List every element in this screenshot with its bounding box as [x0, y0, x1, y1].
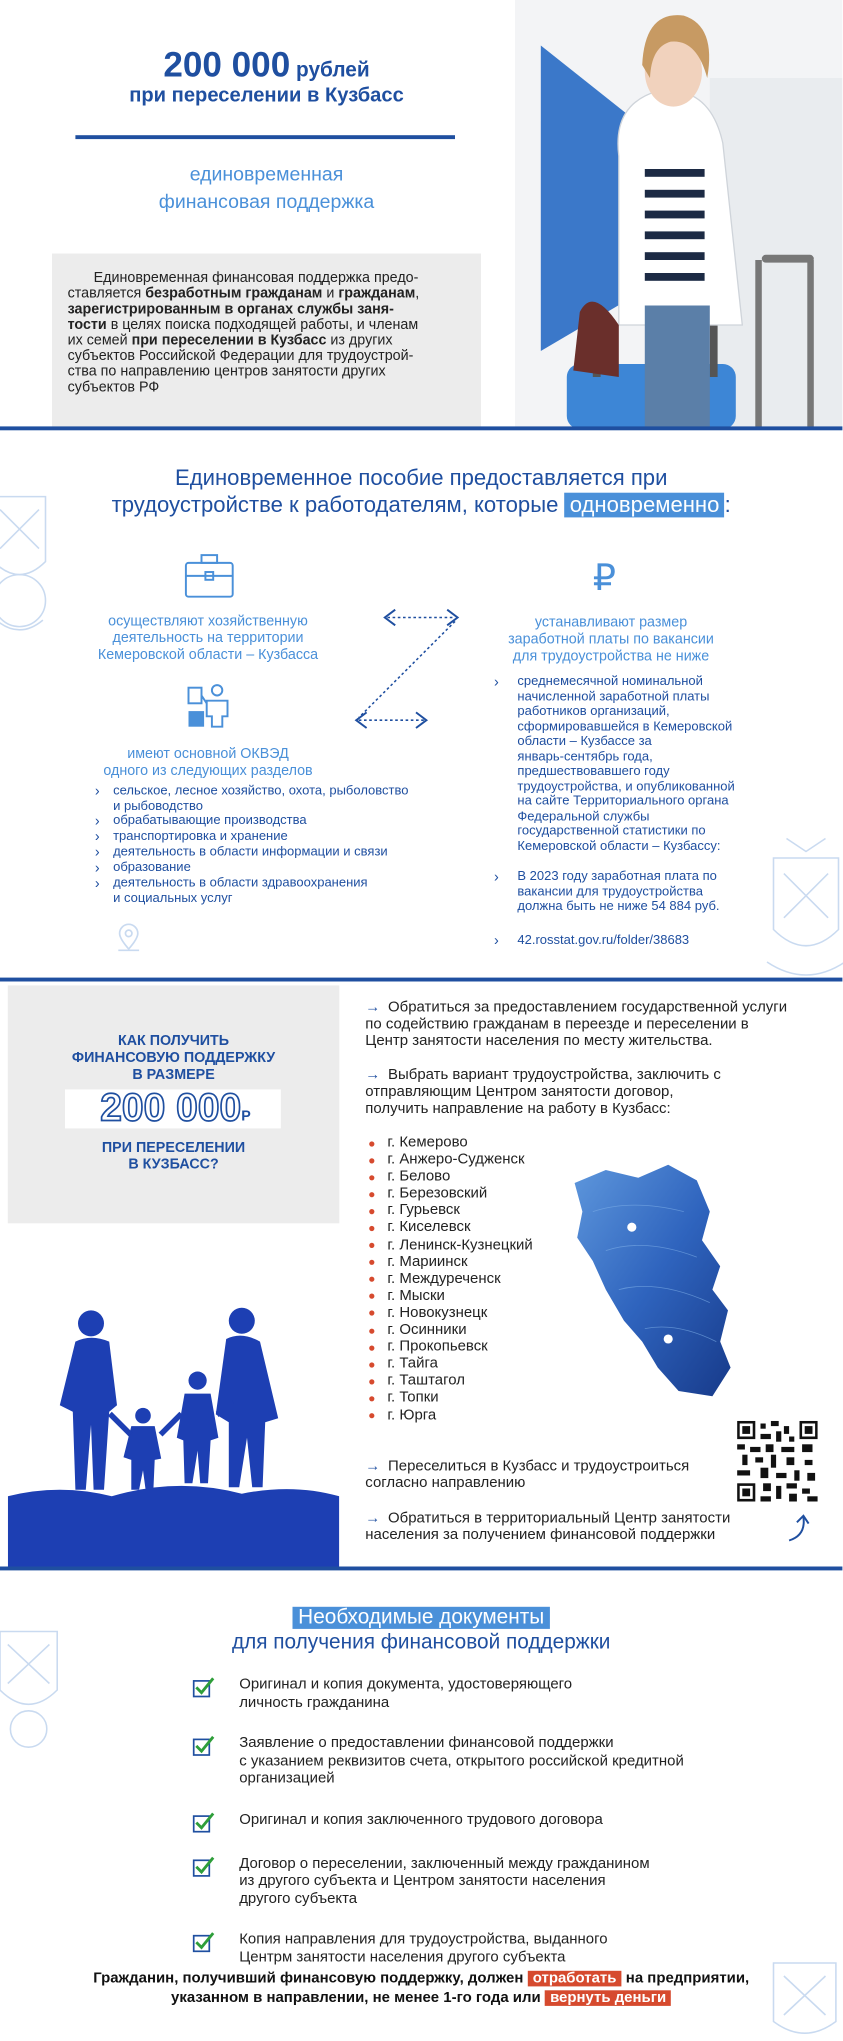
employer-activity	[52, 614, 364, 665]
city-item: г. Юрга	[369, 1407, 577, 1424]
amount-unit: рублей	[296, 60, 370, 82]
list-item: › обрабатывающие производства	[95, 814, 446, 830]
bullet-icon	[369, 1141, 374, 1146]
section-divider	[0, 1567, 842, 1571]
document-item: Копия направления для трудоустройства, выданного Центрм занятости населения другого субъекта	[192, 1932, 764, 1967]
bullet-icon	[369, 1328, 374, 1333]
worker-icon	[186, 683, 233, 730]
section2-title-line1: Единовременное пособие предоставляется при	[52, 464, 790, 491]
arrow-icon: →	[365, 1000, 380, 1016]
intro-line: их семей при переселении в Кузбасс из других	[68, 333, 461, 349]
title-divider	[75, 135, 455, 139]
text-line: одного из следующих разделов	[52, 763, 364, 780]
city-item: г. Прокопьевск	[369, 1339, 577, 1356]
list-item: › деятельность в области здравоохранения и социальных услуг	[95, 877, 446, 907]
text-line: В КУЗБАСС?	[8, 1157, 340, 1174]
intro-line: ства по направлению центров занятости других	[68, 364, 461, 380]
arrow-icon: ›	[95, 814, 113, 830]
text-line: ПРИ ПЕРЕСЕЛЕНИИ	[8, 1140, 340, 1157]
docs-title-highlight: Необходимые документы	[293, 1607, 549, 1629]
docs-title-line2: для получения финансовой поддержки	[52, 1630, 790, 1655]
hero-title	[78, 46, 455, 85]
docs-title	[52, 1606, 790, 1655]
section2-title-line2: трудоустройстве к работодателям, которые одновременно :	[52, 491, 790, 518]
hero-photo	[515, 0, 843, 429]
arrow-icon: ›	[95, 784, 113, 800]
city-item: г. Мариинск	[369, 1254, 577, 1271]
city-item: г. Топки	[369, 1390, 577, 1407]
list-item: › сельское, лесное хозяйство, охота, рыболовство и рыбоводство	[95, 784, 446, 814]
checkbox-checked-icon	[192, 1677, 215, 1698]
city-item: г. Анжеро-Судженск	[369, 1152, 577, 1169]
step-1: → Обратиться за предоставлением государственной услуги по содействию гражданам в переезде и переселении в Центр занятости населения по месту жительства.	[365, 1000, 812, 1051]
city-item: г. Кемерово	[369, 1135, 577, 1152]
bullet-icon	[369, 1413, 374, 1418]
how-title-2	[8, 1140, 340, 1174]
arrow-icon: ›	[95, 846, 113, 862]
arrow-icon: ›	[95, 877, 113, 893]
arrow-icon: →	[365, 1459, 380, 1475]
connector-arrows	[348, 606, 468, 731]
docs-list	[192, 1677, 764, 1967]
bullet-icon	[369, 1158, 374, 1163]
list-item: › деятельность в области информации и связи	[95, 846, 446, 862]
text-line: имеют основной ОКВЭД	[52, 746, 364, 763]
city-list	[369, 1135, 577, 1424]
intro-line: субъектов РФ	[68, 380, 461, 396]
checkbox-checked-icon	[192, 1932, 215, 1953]
text-line: устанавливают размер	[468, 615, 754, 632]
list-item: › транспортировка и хранение	[95, 830, 446, 846]
highlight-work-off: отработать	[528, 1971, 622, 1987]
city-item: г. Гурьевск	[369, 1203, 577, 1220]
okved-list	[95, 784, 446, 907]
highlight-simultaneously: одновременно	[565, 493, 725, 518]
city-item: г. Березовский	[369, 1186, 577, 1203]
arrow-icon: ›	[494, 675, 517, 691]
amount: 200 000	[163, 46, 290, 85]
city-item: г. Белово	[369, 1169, 577, 1186]
salary-list	[494, 675, 793, 949]
kicker	[78, 161, 455, 216]
text-line: КАК ПОЛУЧИТЬ	[8, 1034, 340, 1051]
step-4: → Обратиться в территориальный Центр занятости населения за получением финансовой поддержки	[365, 1511, 781, 1545]
checkbox-checked-icon	[192, 1856, 215, 1877]
bullet-icon	[369, 1294, 374, 1299]
how-amount	[65, 1087, 286, 1139]
salary-heading	[468, 615, 754, 666]
section-divider	[0, 978, 842, 982]
intro-line: зарегистрированным в органах службы заня-	[68, 302, 461, 318]
bullet-icon	[369, 1311, 374, 1316]
document-item: Договор о переселении, заключенный между гражданином из другого субъекта и Центром занятости населения другого субъекта	[192, 1856, 764, 1909]
city-item: г. Киселевск	[369, 1220, 577, 1237]
arrow-icon: ›	[494, 870, 517, 886]
city-item: г. Междуреченск	[369, 1271, 577, 1288]
document-item: Заявление о предоставлении финансовой поддержки с указанием реквизитов счета, открытого российской кредитной организацией	[192, 1735, 764, 1788]
arrow-icon: →	[365, 1511, 380, 1527]
bullet-icon	[369, 1209, 374, 1214]
briefcase-icon	[183, 553, 235, 600]
text-line: для трудоустройства не ниже	[468, 649, 754, 666]
city-item: г. Тайга	[369, 1356, 577, 1373]
text-line: В РАЗМЕРЕ	[8, 1067, 340, 1084]
emblem-watermark	[0, 471, 59, 640]
step-3: → Переселиться в Кузбасс и трудоустроиться согласно направлению	[365, 1459, 716, 1493]
qr-code[interactable]	[737, 1421, 818, 1502]
step-2: → Выбрать вариант трудоустройства, заключить с отправляющим Центром занятости договор, получить направление на работу в Кузбасс:	[365, 1067, 812, 1118]
highlight-return-money: вернуть деньги	[545, 1990, 671, 2006]
kicker-line-2: финансовая поддержка	[78, 189, 455, 216]
text-line: ФИНАНСОВУЮ ПОДДЕРЖКУ	[8, 1050, 340, 1067]
intro-line: Единовременная финансовая поддержка предо-	[68, 270, 461, 286]
bullet-icon	[369, 1379, 374, 1384]
docs-footer: Гражданин, получивший финансовую поддержку, должен отработать на предприятии, указанном в направлении, не менее 1-го года или вернуть деньги	[26, 1969, 816, 2007]
list-item: › В 2023 году заработная плата по вакансии для трудоустройства должна быть не ниже 54 884 руб.	[494, 870, 793, 915]
text-line: осуществляют хозяйственную	[52, 614, 364, 631]
list-item: › образование	[95, 861, 446, 877]
bullet-icon	[369, 1243, 374, 1248]
section-divider	[0, 426, 842, 430]
intro-line: тости в целях поиска подходящей работы, и членам	[68, 317, 461, 333]
city-item: г. Осинники	[369, 1322, 577, 1339]
arrow-icon: →	[365, 1067, 380, 1083]
kuzbass-map	[567, 1160, 739, 1401]
bullet-icon	[369, 1396, 374, 1401]
ruble-icon: ₽	[593, 559, 616, 598]
bullet-icon	[369, 1277, 374, 1282]
arrow-icon: ›	[95, 861, 113, 877]
intro-line: ставляется безработным гражданам и гражданам,	[68, 286, 461, 302]
curved-arrow-icon	[785, 1512, 811, 1543]
kicker-line-1: единовременная	[78, 161, 455, 188]
amount-text: 200 000	[100, 1087, 241, 1130]
intro-text	[68, 270, 461, 395]
bullet-icon	[369, 1260, 374, 1265]
arrow-icon: ›	[494, 933, 517, 949]
city-item: г. Таштагол	[369, 1373, 577, 1390]
arrow-icon: ›	[95, 830, 113, 846]
checkbox-checked-icon	[192, 1735, 215, 1756]
bullet-icon	[369, 1362, 374, 1367]
city-item: г. Ленинск-Кузнецкий	[369, 1237, 577, 1254]
bullet-icon	[369, 1345, 374, 1350]
document-item: Оригинал и копия документа, удостоверяющего личность гражданина	[192, 1677, 764, 1712]
city-item: г. Новокузнецк	[369, 1305, 577, 1322]
bullet-icon	[369, 1175, 374, 1180]
hero-subtitle: при переселении в Кузбасс	[52, 85, 481, 108]
text-line: заработной платы по вакансии	[468, 632, 754, 649]
checkbox-checked-icon	[192, 1812, 215, 1833]
ruble-sign: Р	[241, 1109, 251, 1125]
text-line: Кемеровской области – Кузбасса	[52, 647, 364, 664]
family-illustration	[8, 1230, 340, 1567]
document-item: Оригинал и копия заключенного трудового договора	[192, 1812, 764, 1833]
map-pin-icon	[117, 923, 140, 952]
section2-title	[52, 464, 790, 519]
rosstat-link[interactable]: › 42.rosstat.gov.ru/folder/38683	[494, 933, 793, 949]
list-item: › среднемесячной номинальной начисленной заработной платы работников организаций, сформировавшейся в Кемеровской области – Кузбассе за январь-сентябрь года, предшествовавшего году трудоустройства, и опубликованной на сайте Территориального органа Федеральной службы государственной статистики по Кемеровской области – Кузбассу:	[494, 675, 793, 854]
how-title	[8, 1034, 340, 1085]
okved-heading	[52, 746, 364, 780]
bullet-icon	[369, 1192, 374, 1197]
text-line: деятельность на территории	[52, 631, 364, 648]
intro-line: субъектов Российской Федерации для трудоустрой-	[68, 348, 461, 364]
city-item: г. Мыски	[369, 1288, 577, 1305]
bullet-icon	[369, 1226, 374, 1231]
